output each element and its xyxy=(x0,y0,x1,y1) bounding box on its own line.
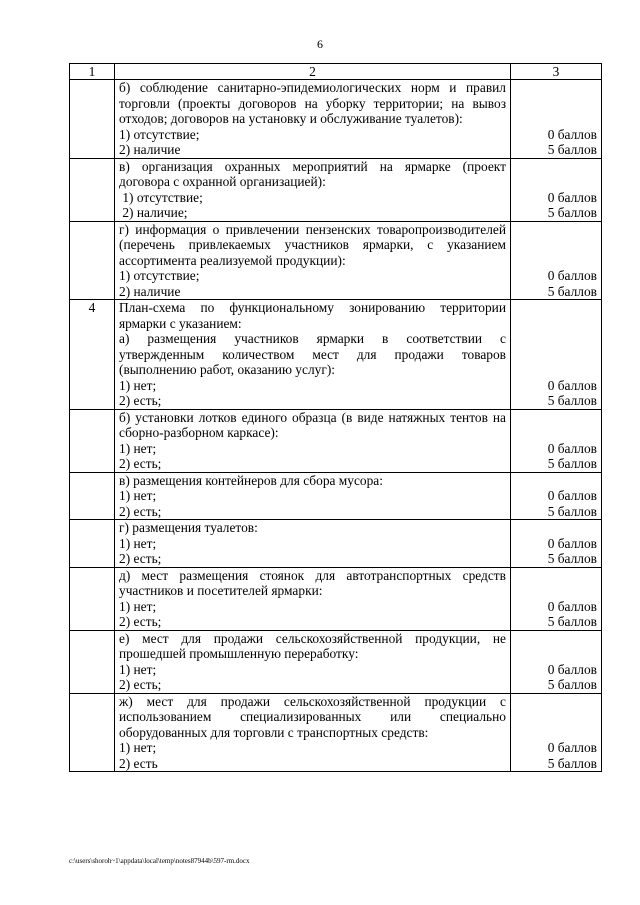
criterion-scores xyxy=(511,520,602,568)
score-value: 0 баллов xyxy=(547,189,597,205)
criterion-description xyxy=(115,693,511,772)
criterion-text: в) организация охранных мероприятий на ярмарке (проект договора с охранной организацией): xyxy=(119,158,506,189)
criterion-option: 1) нет; xyxy=(119,377,157,393)
criteria-table xyxy=(69,63,602,772)
criterion-description xyxy=(115,158,511,221)
header-row xyxy=(70,64,602,80)
criterion-number xyxy=(70,409,115,472)
criterion-option: 1) отсутствие; xyxy=(119,268,200,283)
criterion-text: а) размещения участников ярмарки в соответствии с утвержденным количеством мест для продажи товаров (выполнению работ, оказанию услуг): xyxy=(119,331,506,377)
criterion-scores xyxy=(511,567,602,630)
table-row xyxy=(70,630,602,693)
table-row xyxy=(70,409,602,472)
header-col-3: 3 xyxy=(511,64,602,80)
header-col-1: 1 xyxy=(70,64,115,80)
criterion-option: 1) нет; xyxy=(119,740,157,755)
score-value: 5 баллов xyxy=(547,456,597,471)
criterion-description xyxy=(115,520,511,568)
table-row xyxy=(70,567,602,630)
criterion-text: б) соблюдение санитарно-эпидемиологических норм и правил торговли (проекты договоров на уборку территории; на вывоз отходов; договоров на установку и обслуживание туалетов): xyxy=(119,80,506,126)
criterion-text: б) установки лотков единого образца (в виде натяжных тентов на сборно-разборном каркасе): xyxy=(119,409,506,440)
criterion-option: 2) наличие; xyxy=(119,205,188,220)
criterion-number xyxy=(70,567,115,630)
criterion-text: План-схема по функциональному зонированию территории ярмарки с указанием: xyxy=(119,300,506,331)
table-body xyxy=(70,80,602,772)
score-value: 0 баллов xyxy=(547,440,597,456)
criterion-number xyxy=(70,221,115,300)
score-value: 0 баллов xyxy=(547,661,597,677)
score-value: 5 баллов xyxy=(547,283,597,299)
criterion-option: 1) отсутствие; xyxy=(119,189,203,205)
score-value: 5 баллов xyxy=(547,755,597,771)
score-value: 0 баллов xyxy=(547,535,597,551)
table-row xyxy=(70,520,602,568)
criterion-text: ж) мест для продажи сельскохозяйственной продукции с использованием специализированных или специально оборудованных для торговли с транспортных средств: xyxy=(119,693,506,740)
criterion-text: е) мест для продажи сельскохозяйственной продукции, не прошедшей промышленную переработку: xyxy=(119,630,506,661)
table-row xyxy=(70,300,602,410)
score-value: 0 баллов xyxy=(547,126,597,142)
score-value: 5 баллов xyxy=(547,614,597,629)
criterion-number xyxy=(70,158,115,221)
criterion-text: г) информация о привлечении пензенских товаропроизводителей (перечень привлекаемых участников ярмарки, с указанием ассортимента реализуемой продукции): xyxy=(119,221,506,268)
table-row xyxy=(70,80,602,159)
criterion-option: 2) есть xyxy=(119,755,158,771)
score-value: 0 баллов xyxy=(547,268,597,283)
criterion-scores xyxy=(511,221,602,300)
table-row xyxy=(70,221,602,300)
criterion-description xyxy=(115,567,511,630)
score-value: 5 баллов xyxy=(547,393,597,408)
criterion-scores xyxy=(511,409,602,472)
criterion-number xyxy=(70,472,115,520)
table-header xyxy=(70,64,602,80)
criterion-option: 2) есть; xyxy=(119,614,162,629)
score-value: 0 баллов xyxy=(547,377,597,393)
score-value: 5 баллов xyxy=(547,142,597,157)
criterion-description xyxy=(115,472,511,520)
criterion-description xyxy=(115,80,511,159)
criterion-number xyxy=(70,520,115,568)
criterion-option: 1) нет; xyxy=(119,535,157,551)
criterion-description xyxy=(115,300,511,410)
header-col-2: 2 xyxy=(115,64,511,80)
criterion-option: 1) нет; xyxy=(119,598,157,614)
criterion-option: 1) отсутствие; xyxy=(119,126,200,142)
criterion-scores xyxy=(511,80,602,159)
criterion-scores xyxy=(511,300,602,410)
table-row xyxy=(70,158,602,221)
criterion-text: д) мест размещения стоянок для автотранспортных средств участников и посетителей ярмарки: xyxy=(119,567,506,598)
criterion-scores xyxy=(511,693,602,772)
criterion-option: 2) есть; xyxy=(119,677,162,692)
criterion-option: 2) наличие xyxy=(119,142,181,157)
score-value: 0 баллов xyxy=(547,740,597,755)
criterion-scores xyxy=(511,158,602,221)
score-value: 5 баллов xyxy=(547,503,597,519)
score-value: 5 баллов xyxy=(547,205,597,220)
criterion-number: 4 xyxy=(70,300,115,410)
table-row xyxy=(70,472,602,520)
criterion-scores xyxy=(511,472,602,520)
criterion-number xyxy=(70,693,115,772)
score-value: 5 баллов xyxy=(547,677,597,692)
criterion-number xyxy=(70,630,115,693)
page-number: 6 xyxy=(317,37,323,51)
criterion-option: 2) наличие xyxy=(119,283,181,299)
criterion-description xyxy=(115,630,511,693)
criterion-option: 2) есть; xyxy=(119,503,162,519)
criterion-scores xyxy=(511,630,602,693)
criterion-text: в) размещения контейнеров для сбора мусора: xyxy=(119,472,383,488)
score-value: 0 баллов xyxy=(547,598,597,614)
criterion-option: 2) есть; xyxy=(119,456,162,471)
criterion-option: 1) нет; xyxy=(119,440,157,456)
score-value: 5 баллов xyxy=(547,551,597,566)
criterion-option: 1) нет; xyxy=(119,488,157,503)
table-row xyxy=(70,693,602,772)
score-value: 0 баллов xyxy=(547,488,597,503)
criterion-option: 1) нет; xyxy=(119,661,157,677)
criterion-option: 2) есть; xyxy=(119,393,162,408)
footer-file-path: c:\users\shoroh~1\appdata\local\temp\notes87944b\597-rm.docx xyxy=(69,857,250,865)
criterion-option: 2) есть; xyxy=(119,551,162,566)
criterion-description xyxy=(115,409,511,472)
criterion-text: г) размещения туалетов: xyxy=(119,520,258,535)
criterion-number xyxy=(70,80,115,159)
criterion-description xyxy=(115,221,511,300)
